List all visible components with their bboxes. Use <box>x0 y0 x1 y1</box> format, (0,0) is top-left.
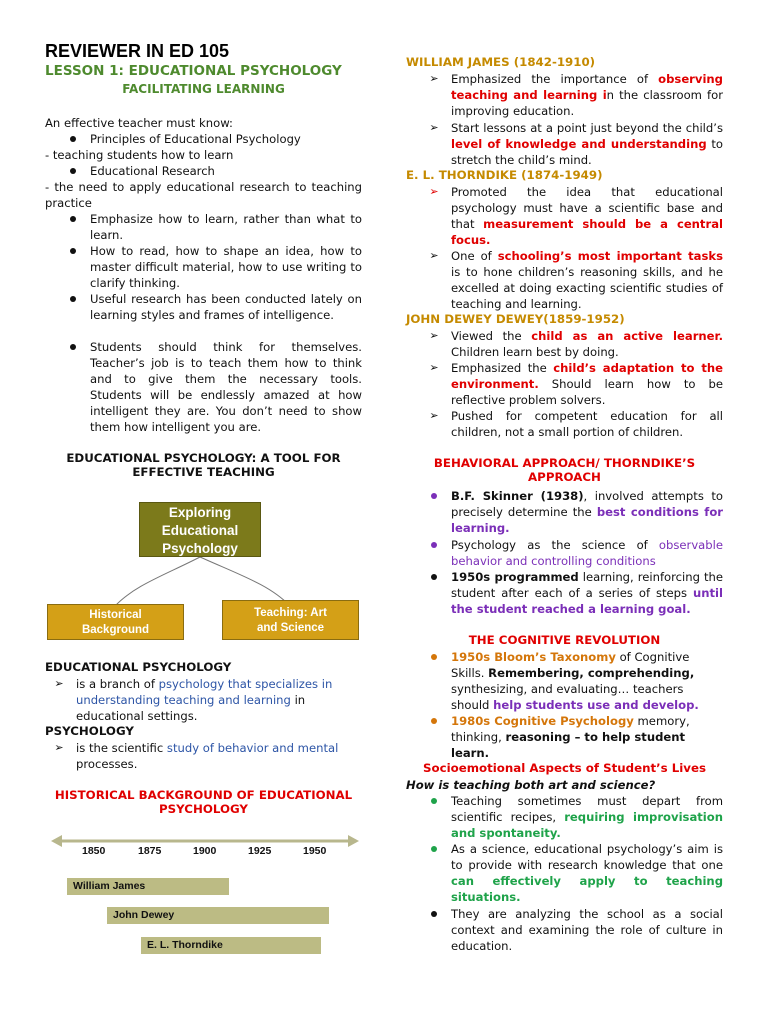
socio-question: How is teaching both art and science? <box>406 778 656 792</box>
hist-heading: HISTORICAL BACKGROUND OF EDUCATIONAL PSYCHOLOGY <box>54 788 353 816</box>
psych-heading: PSYCHOLOGY <box>45 724 134 738</box>
arrow-bullet-icon: ➢ <box>429 121 439 134</box>
arrow-bullet-icon: ➢ <box>429 249 439 262</box>
bullet-dot-icon <box>427 488 441 504</box>
arrow-bullet-icon: ➢ <box>54 741 64 754</box>
list-item: ➢ Promoted the idea that educational psychology must have a scientific base and that measurement should be a central focus. <box>451 184 723 248</box>
dewey-heading: JOHN DEWEY DEWEY(1859-1952) <box>406 312 625 326</box>
intro-note: - teaching students how to learn <box>45 148 234 162</box>
page-title: REVIEWER IN ED 105 <box>45 41 230 61</box>
psych-definition: ➢ is the scientific study of behavior and mental processes. <box>76 740 362 772</box>
bullet-dot-icon <box>427 793 441 809</box>
behavioral-heading: BEHAVIORAL APPROACH/ THORNDIKE’S APPROACH <box>433 456 696 484</box>
timeline-year: 1900 <box>193 845 217 857</box>
bullet-dot-icon <box>427 569 441 585</box>
diagram-box-teaching: Teaching: Art and Science <box>222 600 359 640</box>
list-item: They are analyzing the school as a social context and examining the role of culture in education. <box>451 906 723 954</box>
bullet-dot-icon <box>427 713 441 729</box>
diagram-box-historical: Historical Background <box>47 604 184 640</box>
intro-item: Educational Research <box>90 163 362 179</box>
list-item: ➢ Emphasized the child’s adaptation to the environment. Should learn how to be reflective problem solvers. <box>451 360 723 408</box>
timeline-bar-james: William James <box>67 878 229 895</box>
arrow-bullet-icon: ➢ <box>429 409 439 422</box>
edpsych-definition: ➢ is a branch of psychology that specializes in understanding teaching and learning in educational settings. <box>76 676 362 724</box>
arrow-bullet-icon: ➢ <box>429 72 439 85</box>
intro-text: An effective teacher must know: <box>45 116 233 130</box>
bullet-dot-icon <box>66 211 80 227</box>
timeline-bar-dewey: John Dewey <box>107 907 329 924</box>
tool-heading: EDUCATIONAL PSYCHOLOGY: A TOOL FOR EFFECTIVE TEACHING <box>66 451 341 479</box>
list-item: ➢ One of schooling’s most important tasks is to hone children’s reasoning skills, and he excelled at doing exacting scientific studies of teaching and learning. <box>451 248 723 312</box>
edpsych-heading: EDUCATIONAL PSYCHOLOGY <box>45 660 232 674</box>
timeline-year: 1950 <box>303 845 327 857</box>
list-item: Emphasize how to learn, rather than what to learn. <box>90 211 362 243</box>
timeline-year: 1875 <box>138 845 162 857</box>
list-item: Psychology as the science of observable behavior and controlling conditions <box>451 537 723 569</box>
list-item: Students should think for themselves. Teacher’s job is to teach them how to think and to give them the necessary tools. Students will be endlessly amazed at how intelligent they are. You don’t need to show them how intelligent you are. <box>90 339 362 435</box>
bullet-dot-icon <box>427 537 441 553</box>
arrow-bullet-icon: ➢ <box>429 361 439 374</box>
list-item: 1950s programmed learning, reinforcing the student after each of a series of steps until the student reached a learning goal. <box>451 569 723 617</box>
bullet-dot-icon <box>427 841 441 857</box>
arrow-bullet-icon: ➢ <box>429 185 439 198</box>
list-item: ➢ Viewed the child as an active learner. Children learn best by doing. <box>451 328 723 360</box>
thorndike-heading: E. L. THORNDIKE (1874-1949) <box>406 168 603 182</box>
james-heading: WILLIAM JAMES (1842-1910) <box>406 55 596 69</box>
list-item: B.F. Skinner (1938), involved attempts to precisely determine the best conditions for learning. <box>451 488 723 536</box>
list-item: Useful research has been conducted lately on learning styles and frames of intelligence. <box>90 291 362 323</box>
list-item: 1980s Cognitive Psychology memory, thinking, reasoning – to help student learn. <box>451 713 723 761</box>
diagram-connector <box>200 557 290 606</box>
bullet-dot-icon <box>427 906 441 922</box>
list-item: How to read, how to shape an idea, how to master difficult material, how to use writing to clarify thinking. <box>90 243 362 291</box>
diagram-box-exploring: Exploring Educational Psychology <box>139 502 261 557</box>
bullet-dot-icon <box>66 163 80 179</box>
lesson-title: LESSON 1: EDUCATIONAL PSYCHOLOGY <box>45 63 342 79</box>
timeline-bar-thorndike: E. L. Thorndike <box>141 937 321 954</box>
bullet-dot-icon <box>66 291 80 307</box>
arrow-bullet-icon: ➢ <box>54 677 64 690</box>
list-item: Teaching sometimes must depart from scientific recipes, requiring improvisation and spontaneity. <box>451 793 723 841</box>
arrow-bullet-icon: ➢ <box>429 329 439 342</box>
list-item: As a science, educational psychology’s aim is to provide with research knowledge that one can effectively apply to teaching situations. <box>451 841 723 905</box>
cognitive-heading: THE COGNITIVE REVOLUTION <box>468 633 661 647</box>
bullet-dot-icon <box>66 339 80 355</box>
intro-item: Principles of Educational Psychology <box>90 131 362 147</box>
list-item: ➢ Emphasized the importance of observing teaching and learning in the classroom for improving education. <box>451 71 723 119</box>
timeline-year: 1925 <box>248 845 272 857</box>
list-item: ➢ Start lessons at a point just beyond the child’s level of knowledge and understanding to stretch the child’s mind. <box>451 120 723 168</box>
bullet-dot-icon <box>66 131 80 147</box>
list-item: ➢ Pushed for competent education for all children, not a small portion of children. <box>451 408 723 440</box>
bullet-dot-icon <box>427 649 441 665</box>
diagram-connector <box>115 557 200 606</box>
list-item: 1950s Bloom’s Taxonomy of Cognitive Skills. Remembering, comprehending, synthesizing, and evaluating… teachers should help students use and develop. <box>451 649 723 713</box>
lesson-subtitle: FACILITATING LEARNING <box>122 82 285 96</box>
timeline-year: 1850 <box>82 845 106 857</box>
bullet-dot-icon <box>66 243 80 259</box>
intro-note: - the need to apply educational research to teaching practice <box>45 180 362 210</box>
socio-heading: Socioemotional Aspects of Student’s Lives <box>422 761 707 775</box>
